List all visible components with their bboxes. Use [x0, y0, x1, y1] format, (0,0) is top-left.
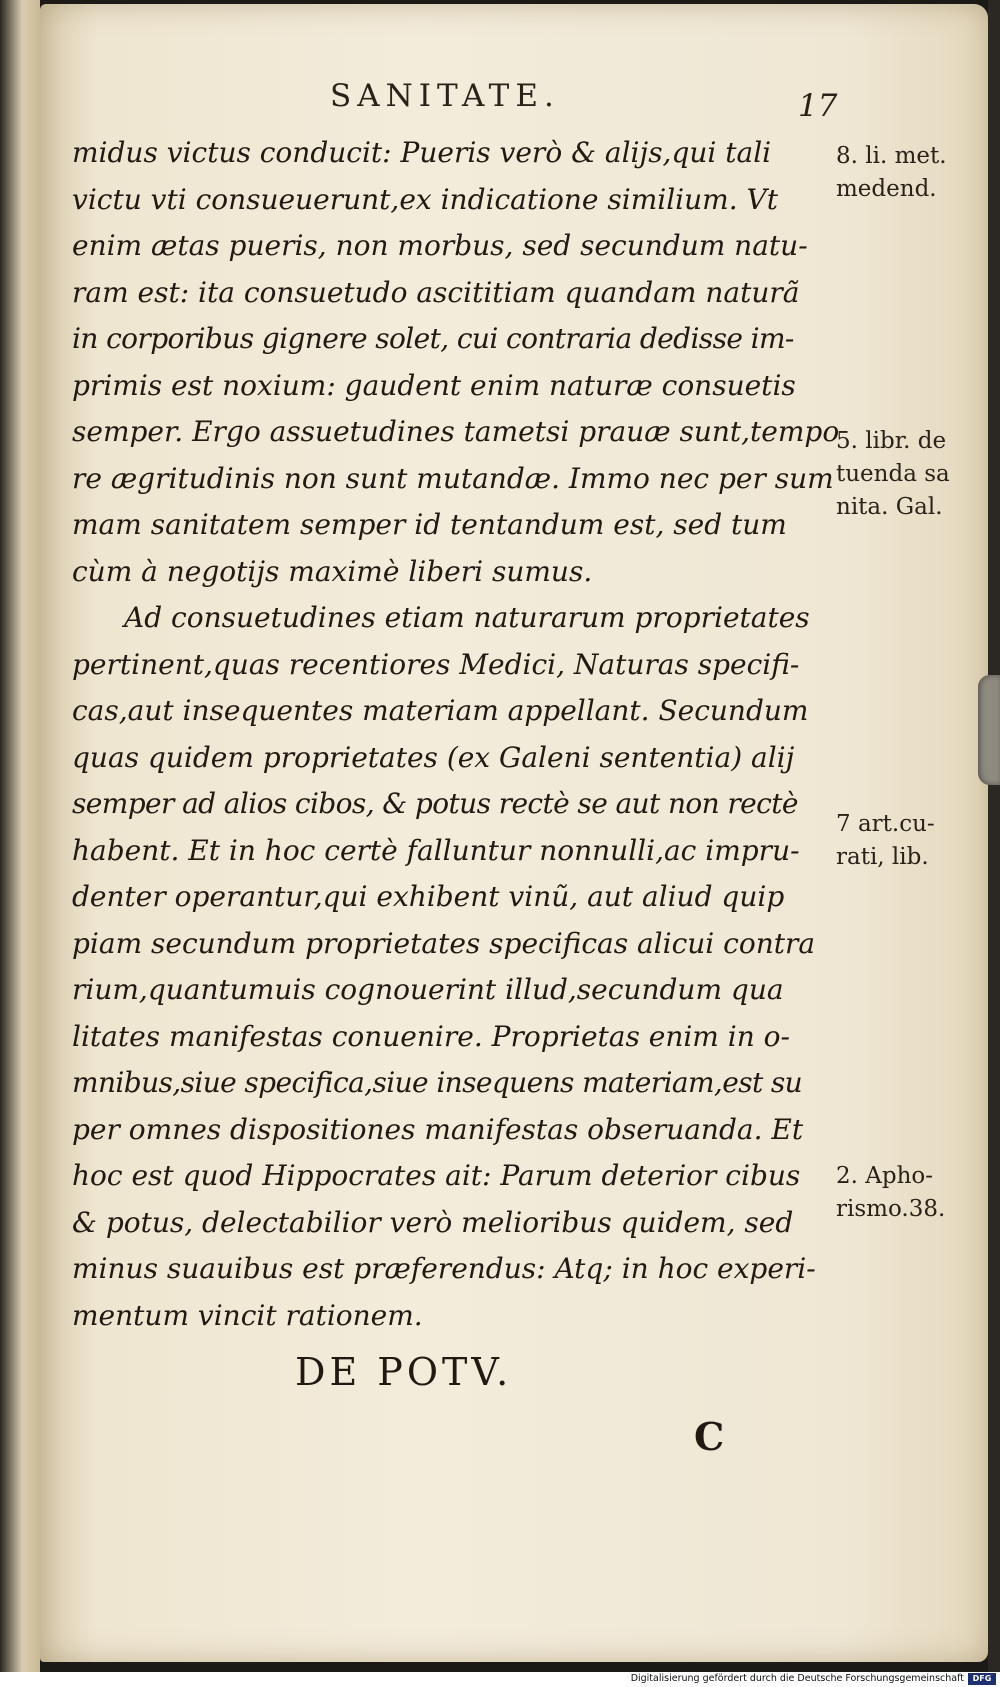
marginal-line: medend.: [836, 176, 937, 202]
text-line: quas quidem proprietates (ex Galeni sententia) alij: [72, 740, 795, 774]
text-line: cas,aut insequentes materiam appellant. Secundum: [72, 694, 809, 727]
text-line: pertinent,quas recentiores Medici, Naturas specifi-: [72, 647, 800, 681]
marginal-note: [836, 140, 947, 206]
text-line: midus victus conducit: Pueris verò & alijs,qui tali: [72, 136, 772, 169]
marginal-line: rati, lib.: [836, 844, 929, 870]
text-line: victu vti consueuerunt,ex indicatione similium. Vt: [72, 182, 778, 216]
text-line: ram est: ita consuetudo ascititiam quandam naturã: [72, 275, 800, 309]
text-line: per omnes dispositiones manifestas obseruanda. Et: [72, 1112, 804, 1146]
dfg-logo: DFG: [968, 1673, 996, 1685]
footer-credit: Digitalisierung gefördert durch die Deutsche Forschungsgemeinschaft: [630, 1673, 964, 1684]
running-head: SANITATE.: [330, 78, 560, 114]
text-line: litates manifestas conuenire. Proprietas enim in o-: [72, 1019, 790, 1053]
text-line: habent. Et in hoc certè falluntur nonnulli,ac impru-: [72, 833, 800, 867]
book-edge: [988, 0, 1000, 1672]
text-line: semper. Ergo assuetudines tametsi prauæ sunt,tempo: [72, 415, 840, 448]
book-clasp: [978, 675, 1000, 785]
text-line: mentum vincit rationem.: [72, 1298, 423, 1332]
marginal-line: 7 art.cu-: [836, 811, 935, 837]
text-line: primis est noxium: gaudent enim naturæ consuetis: [72, 368, 796, 402]
marginal-note: [836, 425, 950, 524]
text-line: cùm à negotijs maximè liberi sumus.: [72, 554, 593, 588]
marginal-line: rismo.38.: [836, 1196, 946, 1222]
text-line: rium,quantumuis cognouerint illud,secundum qua: [72, 973, 784, 1006]
page-number: 17: [798, 88, 838, 124]
text-line: Ad consuetudines etiam naturarum proprietates: [124, 601, 810, 634]
section-heading: DE POTV.: [295, 1350, 513, 1394]
text-line: piam secundum proprietates specificas alicui contra: [72, 926, 816, 960]
text-line: denter operantur,qui exhibent vinũ, aut aliud quip: [72, 880, 785, 913]
facing-page-edge: [0, 0, 40, 1672]
text-line: & potus, delectabilior verò melioribus quidem, sed: [72, 1205, 794, 1239]
text-line: enim ætas pueris, non morbus, sed secundum natu-: [72, 229, 808, 262]
marginal-line: 5. libr. de: [836, 428, 947, 454]
text-line: mam sanitatem semper id tentandum est, sed tum: [72, 508, 787, 541]
text-line: semper ad alios cibos, & potus rectè se aut non rectè: [72, 787, 798, 820]
signature-mark: C: [694, 1414, 725, 1459]
main-text-block: [72, 130, 840, 1339]
marginal-line: nita. Gal.: [836, 494, 943, 520]
marginal-line: 8. li. met.: [836, 143, 947, 169]
text-line: mnibus,siue specifica,siue insequens materiam,est su: [72, 1066, 803, 1099]
text-line: hoc est quod Hippocrates ait: Parum deterior cibus: [72, 1159, 801, 1192]
marginal-line: tuenda sa: [836, 461, 950, 487]
text-line: in corporibus gignere solet, cui contraria dedisse im-: [72, 322, 794, 355]
marginal-line: 2. Apho-: [836, 1163, 934, 1189]
text-line: re ægritudinis non sunt mutandæ. Immo nec per sum: [72, 461, 834, 495]
digitization-footer: [0, 1672, 1000, 1687]
marginal-note: [836, 808, 935, 874]
text-line: minus suauibus est præferendus: Atq; in hoc experi-: [72, 1252, 816, 1285]
marginal-note: [836, 1160, 945, 1226]
